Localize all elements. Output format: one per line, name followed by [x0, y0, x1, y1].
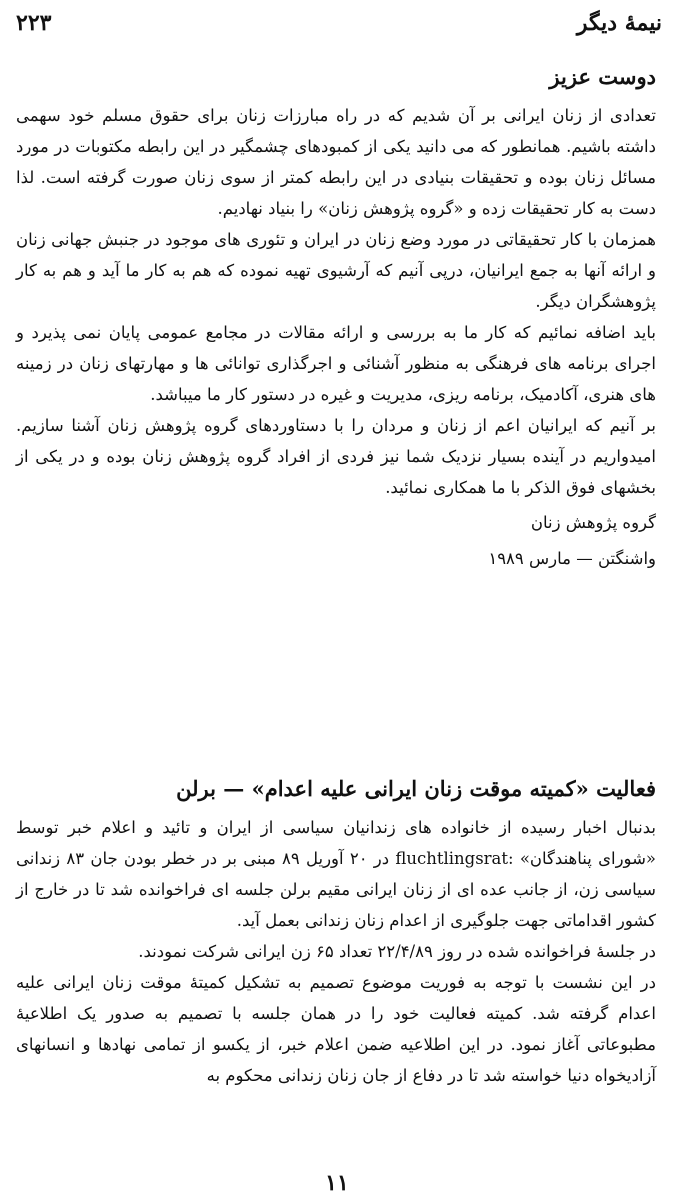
signature-place-date: واشنگتن — مارس ۱۹۸۹ — [488, 549, 656, 568]
article-heading: فعالیت «کمیته موقت زنان ایرانی علیه اعدام» — برلن — [176, 776, 656, 801]
letter-paragraph: تعدادی از زنان ایرانی بر آن شدیم که در راه مبارزات زنان برای حقوق مسلم خود سهمی داشته باشیم. همانطور که می دانید یکی از کمبودهای چشمگیر در این رابطه مکتوبات در مورد مسائل زنان بوده و تحقیقات بنیادی در این رابطه کمتر از سوی زنان صورت گرفته است. لذا دست به کار تحقیقات زده و «گروه پژوهش زنان» را بنیاد نهادیم. — [16, 106, 656, 218]
letter-paragraph: باید اضافه نمائیم که کار ما به بررسی و ارائه مقالات در مجامع عمومی پایان نمی پذیرد و اجرای برنامه های فرهنگی به منظور آشنائی و اجرگذاری توانائی ها و مهارتهای زنان در زمینه های هنری، آکادمیک، برنامه ریزی، مدیریت و غیره در دستور کار ما میباشد. — [16, 323, 656, 404]
running-title: نیمهٔ دیگر — [576, 10, 662, 36]
article-section — [16, 772, 656, 1091]
signature-group: گروه پژوهش زنان — [530, 513, 656, 532]
article-paragraph: در جلسهٔ فراخوانده شده در روز ۲۲/۴/۸۹ تعداد ۶۵ زن ایرانی شرکت نمودند. — [138, 942, 656, 961]
letter-heading: دوست عزیز — [549, 64, 656, 89]
letter-paragraph: همزمان با کار تحقیقاتی در مورد وضع زنان در ایران و تئوری های موجود در جنبش جهانی زنان و ارائه آنها به جمع ایرانیان، درپی آنیم که آرشیوی تهیه نموده که هم به کار ما آید و هم به کار پژوهشگران دیگر. — [16, 230, 656, 311]
article-paragraph: در این نشست با توجه به فوریت موضوع تصمیم به تشکیل کمیتهٔ موقت زنان ایرانی علیه اعدام گرفته شد. کمیته فعالیت خود را در همان جلسه با تصمیم به صدور یک اطلاعیهٔ مطبوعاتی آغاز نمود. در این اطلاعیه ضمن اعلام خبر، از یکسو از تمامی نهادها و انسانهای آزادیخواه دنیا خواسته شد تا در دفاع از جان زنان زندانی محکوم به — [16, 973, 656, 1085]
letter-section — [16, 60, 656, 575]
footer-mark: ۱۱ — [325, 1170, 349, 1196]
article-paragraph: بدنبال اخبار رسیده از خانواده های زندانیان سیاسی از ایران و تائید و اعلام خبر توسط «شورای پناهندگان» :fluchtlingsrat در ۲۰ آوریل ۸۹ مبنی بر در خطر بودن جان ۸۳ زندانی سیاسی زن، از جانب عده ای از زنان ایرانی مقیم برلن جلسه ای فراخوانده شد تا در خارج از کشور اقداماتی جهت جلوگیری از اعدام زنان زندانی بعمل آید. — [16, 818, 656, 930]
page-number: ۲۲۳ — [16, 10, 52, 36]
letter-paragraph: بر آنیم که ایرانیان اعم از زنان و مردان را با دستاوردهای گروه پژوهش زنان آشنا سازیم. امیدواریم در آینده بسیار نزدیک شما نیز فردی از افراد گروه پژوهش زنان بوده و در یکی از بخشهای فوق الذکر با ما همکاری نمائید. — [16, 416, 656, 497]
running-header — [16, 10, 662, 44]
